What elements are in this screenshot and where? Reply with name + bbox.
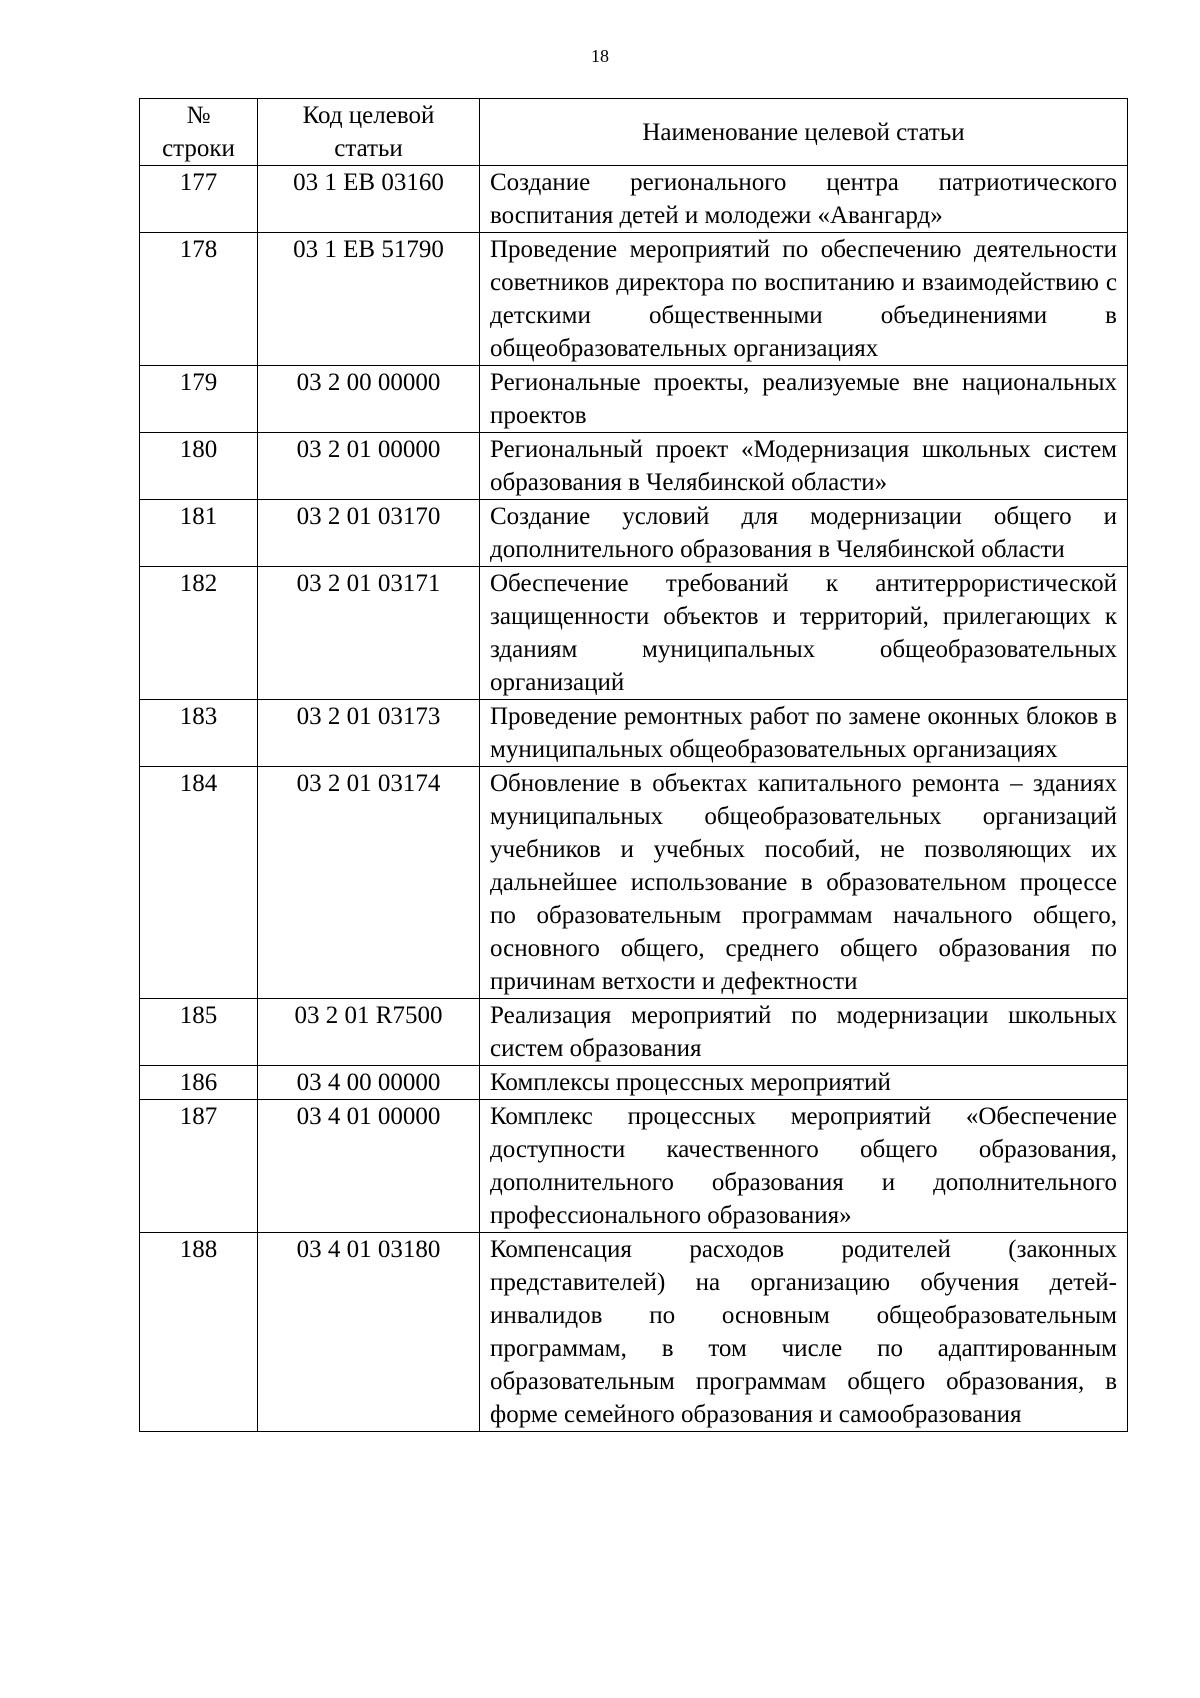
article-code: 03 2 01 03170 — [258, 500, 480, 567]
header-article-code: Код целевой статьи — [258, 99, 480, 166]
row-number: 178 — [140, 233, 258, 366]
article-name: Обновление в объектах капитального ремонта – зданиях муниципальных общеобразовательных организаций учебников и учебных пособий, не позволяющих их дальнейшее использование в образовательном процессе по образовательным программам начального общего, основного общего, среднего общего образования по причинам ветхости и дефектности — [480, 767, 1128, 999]
article-name: Компенсация расходов родителей (законных представителей) на организацию обучения детей-инвалидов по основным общеобразовательным программам, в том числе по адаптированным образовательным программам общего образования, в форме семейного образования и самообразования — [480, 1233, 1128, 1432]
article-code: 03 2 01 03173 — [258, 700, 480, 767]
table-row — [140, 366, 1128, 433]
table-row — [140, 767, 1128, 999]
row-number: 182 — [140, 567, 258, 700]
article-name: Проведение мероприятий по обеспечению деятельности советников директора по воспитанию и взаимодействию с детскими общественными объединениями в общеобразовательных организациях — [480, 233, 1128, 366]
article-code: 03 2 01 00000 — [258, 433, 480, 500]
row-number: 183 — [140, 700, 258, 767]
table-header-row — [140, 99, 1128, 166]
article-name: Региональные проекты, реализуемые вне национальных проектов — [480, 366, 1128, 433]
article-name: Реализация мероприятий по модернизации школьных систем образования — [480, 999, 1128, 1066]
article-name: Комплексы процессных мероприятий — [480, 1066, 1128, 1100]
table-row — [140, 1066, 1128, 1100]
article-code: 03 4 00 00000 — [258, 1066, 480, 1100]
article-code: 03 4 01 03180 — [258, 1233, 480, 1432]
table-row — [140, 500, 1128, 567]
table-row — [140, 433, 1128, 500]
article-name: Обеспечение требований к антитеррористической защищенности объектов и территорий, прилегающих к зданиям муниципальных общеобразовательных организаций — [480, 567, 1128, 700]
table-row — [140, 233, 1128, 366]
article-code: 03 4 01 00000 — [258, 1100, 480, 1233]
row-number: 185 — [140, 999, 258, 1066]
article-name: Проведение ремонтных работ по замене оконных блоков в муниципальных общеобразовательных организациях — [480, 700, 1128, 767]
row-number: 187 — [140, 1100, 258, 1233]
article-code: 03 2 01 03171 — [258, 567, 480, 700]
article-code: 03 1 EB 03160 — [258, 166, 480, 233]
row-number: 180 — [140, 433, 258, 500]
row-number: 188 — [140, 1233, 258, 1432]
table-row — [140, 1100, 1128, 1233]
table-row — [140, 999, 1128, 1066]
row-number: 177 — [140, 166, 258, 233]
article-code: 03 2 01 R7500 — [258, 999, 480, 1066]
article-code: 03 1 EB 51790 — [258, 233, 480, 366]
row-number: 179 — [140, 366, 258, 433]
table-row — [140, 166, 1128, 233]
article-name: Комплекс процессных мероприятий «Обеспечение доступности качественного общего образования, дополнительного образования и дополнительного профессионального образования» — [480, 1100, 1128, 1233]
header-article-name: Наименование целевой статьи — [480, 99, 1128, 166]
row-number: 184 — [140, 767, 258, 999]
row-number: 186 — [140, 1066, 258, 1100]
page-number: 18 — [591, 46, 609, 66]
article-code: 03 2 00 00000 — [258, 366, 480, 433]
table-row — [140, 567, 1128, 700]
target-articles-table — [139, 98, 1128, 1432]
table-row — [140, 1233, 1128, 1432]
article-code: 03 2 01 03174 — [258, 767, 480, 999]
table-body — [140, 166, 1128, 1432]
table-row — [140, 700, 1128, 767]
header-row-number: № строки — [140, 99, 258, 166]
article-name: Региональный проект «Модернизация школьных систем образования в Челябинской области» — [480, 433, 1128, 500]
row-number: 181 — [140, 500, 258, 567]
article-name: Создание регионального центра патриотического воспитания детей и молодежи «Авангард» — [480, 166, 1128, 233]
article-name: Создание условий для модернизации общего и дополнительного образования в Челябинской области — [480, 500, 1128, 567]
